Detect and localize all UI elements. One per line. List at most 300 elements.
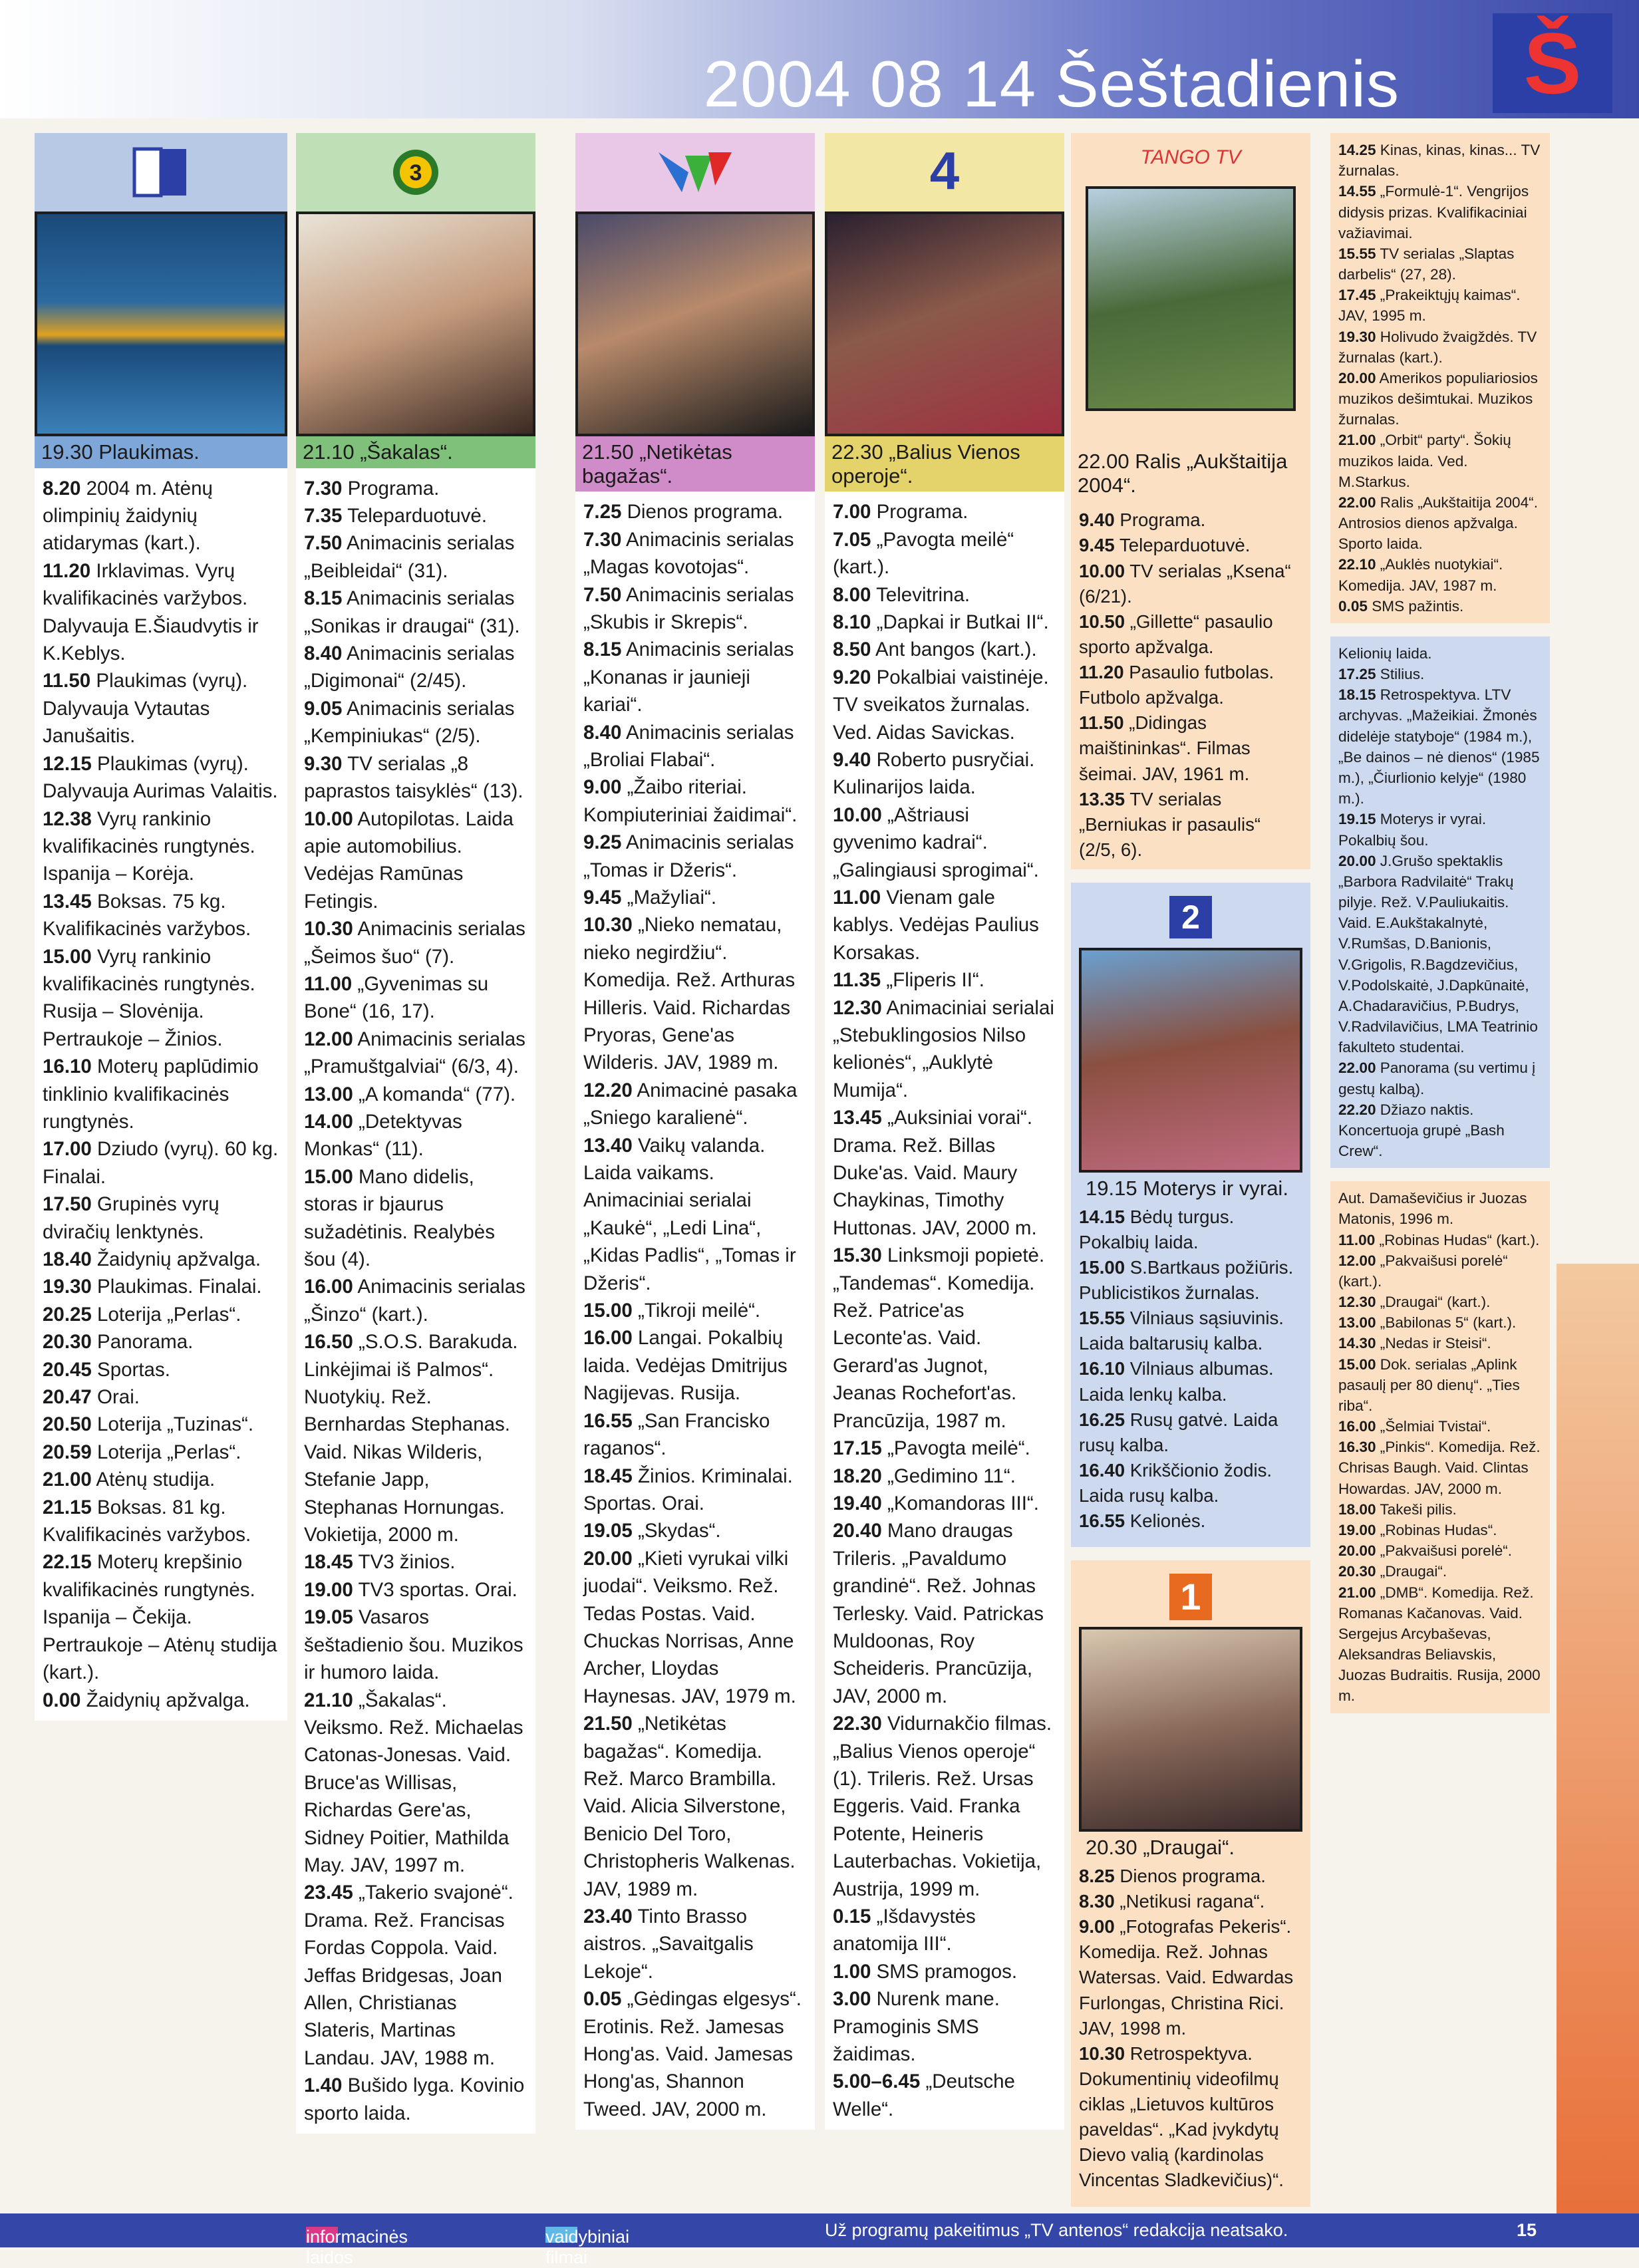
lnk-schedule (575, 492, 815, 2130)
schedule-time: 7.30 (583, 528, 622, 551)
schedule-title: Animacinis serialas „Sonikas ir draugai“ (31). (304, 587, 520, 637)
legend-info-label: informacinės laidos (306, 2227, 408, 2267)
schedule-time: 17.45 (1338, 287, 1376, 304)
schedule-title: Vasaros šeštadienio šou. Muzikos ir humoro laida. (304, 1606, 523, 1684)
schedule-title: „Prakeiktųjų kaimas“. JAV, 1995 m. (1338, 287, 1521, 325)
schedule-title: Žaidynių apžvalga. (86, 1689, 250, 1711)
schedule-title: Animacinis serialas „Konanas ir jaunieji kariai“. (583, 638, 794, 716)
schedule-item (1079, 1255, 1302, 1306)
schedule-item (43, 475, 279, 557)
schedule-title: Amerikos populiariosios muzikos dešimtukai. Muzikos žurnalas. (1338, 369, 1538, 428)
schedule-item (1338, 1230, 1542, 1250)
schedule-item (1338, 1540, 1542, 1561)
schedule-title: „Komandoras III“. (887, 1492, 1039, 1514)
schedule-item (583, 581, 807, 637)
schedule-item (43, 1411, 279, 1438)
schedule-item (304, 970, 527, 1026)
schedule-time: 20.00 (1338, 369, 1376, 386)
page-header (0, 0, 1639, 118)
schedule-title: Džiazo naktis. Koncertuoja grupė „Bash Crew“. (1338, 1101, 1505, 1160)
schedule-title: Vilniaus sąsiuvinis. Laida baltarusių kalba. (1079, 1308, 1284, 1354)
schedule-item (1079, 1864, 1302, 1889)
schedule-title: Aut. Damaševičius ir Juozas Matonis, 1996 m. (1338, 1190, 1527, 1228)
schedule-title: „Nieko nematau, nieko negirdžiu“. Komedija. Rež. Arthuras Hilleris. Vaid. Richardas Pryoras, Gene'as Wilderis. JAV, 1989 m. (583, 914, 796, 1074)
schedule-title: „Draugai“ (kart.). (1380, 1294, 1491, 1311)
schedule-title: „S.O.S. Barakuda. Linkėjimai iš Palmos“. Nuotykių. Rež. Bernhardas Stephanas. Vaid. Nikas Wilderis, Stefanie Japp, Stephanas Hornungas. Vokietija, 2000 m. (304, 1331, 518, 1546)
schedule-title: Animacinė pasaka „Sniego karalienė“. (583, 1079, 798, 1129)
schedule-title: „Tikroji meilė“. (638, 1300, 761, 1322)
schedule-title: Linksmoji popietė. „Tandemas“. Komedija. Rež. Patrice'as Leconte'as. Vaid. Gerard'as Jugnot, Jeanas Rochefort'as. Prancūzija, 1987 m. (833, 1244, 1045, 1432)
schedule-title: „DMB“. Komedija. Rež. Romanas Kačanovas. Vaid. Sergejus Arcybaševas, Aleksandras Beliavskis, Juozas Budraitis. Rusija, 2000 m. (1338, 1584, 1541, 1705)
schedule-time: 7.50 (583, 583, 622, 606)
schedule-time: 20.59 (43, 1441, 92, 1463)
schedule-item (1338, 1416, 1542, 1437)
schedule-item (304, 1879, 527, 2072)
schedule-title: SMS pramogos. (876, 1960, 1018, 1983)
schedule-time: 16.10 (1079, 1358, 1125, 1379)
schedule-title: TV serialas „Berniukas ir pasaulis“ (2/5, 6). (1079, 788, 1261, 860)
schedule-title: Pasaulio futbolas. Futbolo apžvalga. (1079, 662, 1274, 708)
schedule-time: 5.00–6.45 (833, 2070, 921, 2093)
schedule-title: Animacinis serialas „Šinzo“ (kart.). (304, 1276, 525, 1326)
schedule-title: „Takerio svajonė“. Drama. Rež. Francisas Fordas Coppola. Vaid. Jeffas Bridgesas, Joan Allen, Christianas Slateris, Martinas Landau. JAV, 1988 m. (304, 1882, 514, 2069)
schedule-time: 9.40 (1079, 509, 1115, 531)
schedule-time: 11.00 (304, 972, 353, 995)
schedule-title: „Fliperis II“. (886, 969, 984, 992)
schedule-time: 18.45 (304, 1551, 353, 1574)
schedule-item (43, 1383, 279, 1411)
photo-host (1079, 948, 1302, 1173)
schedule-time: 7.00 (833, 501, 871, 523)
schedule-item (43, 888, 279, 943)
schedule-time: 19.30 (43, 1276, 92, 1298)
schedule-item (583, 1985, 807, 2123)
schedule-item (833, 2068, 1056, 2123)
lnk-logo-icon (652, 146, 738, 199)
schedule-item (304, 1026, 527, 1081)
schedule-item (833, 801, 1056, 884)
schedule-time: 7.30 (304, 477, 343, 499)
schedule-title: „Netikėtas bagažas“. Komedija. Rež. Marco Brambilla. Vaid. Alicia Silverstone, Benicio Del Toro, Christopheris Walkenas. JAV, 1989 m. (583, 1713, 796, 1900)
page-date: 2004 08 14 Šeštadienis (703, 47, 1400, 120)
schedule-title: „Robinas Hudas“. (1380, 1522, 1497, 1538)
schedule-title: Dienos programa. (627, 501, 784, 523)
schedule-title: Teleparduotuvė. (347, 505, 488, 527)
schedule-item (583, 1077, 807, 1132)
schedule-title: Žaidynių apžvalga. (97, 1248, 261, 1271)
schedule-time: 14.15 (1079, 1206, 1125, 1227)
schedule-title: Žinios. Kriminalai. Sportas. Orai. (583, 1465, 793, 1514)
schedule-title: Animacinis serialas „Pramuštgalviai“ (6/3, 4). (304, 1028, 525, 1078)
schedule-item (1338, 664, 1542, 684)
schedule-item (304, 915, 527, 970)
schedule-item (833, 1435, 1056, 1462)
schedule-title: TV serialas „8 paprastos taisyklės“ (13). (304, 752, 523, 803)
schedule-title: Mano didelis, storas ir bjaurus sužadėtinis. Realybės šou (4). (304, 1165, 495, 1271)
schedule-title: 2004 m. Atėnų olimpinių žaidynių atidarymas (kart.). (43, 477, 213, 555)
schedule-time: 22.30 (833, 1713, 882, 1735)
schedule-item (1338, 1292, 1542, 1312)
schedule-title: „Pakvaišusi porelė“. (1380, 1542, 1513, 1560)
schedule-title: Plaukimas (vyrų). Dalyvauja Vytautas Janušaitis. (43, 670, 248, 748)
ltv2-box (1071, 883, 1310, 1547)
channel-column-tango (1071, 133, 1310, 2207)
schedule-item (583, 1710, 807, 1903)
schedule-item (833, 1958, 1056, 1985)
schedule-title: „Gyvenimas su Bone“ (16, 17). (304, 972, 489, 1023)
schedule-time: 9.00 (1079, 1916, 1115, 1937)
schedule-title: Loterija „Perlas“. (97, 1303, 241, 1326)
schedule-time: 8.20 (43, 477, 81, 499)
schedule-time: 9.45 (583, 886, 622, 909)
schedule-item (43, 1301, 279, 1328)
schedule-title: Kinas, kinas, kinas... TV žurnalas. (1338, 142, 1541, 180)
schedule-title: Animacinis serialas „Kempiniukas“ (2/5). (304, 697, 515, 748)
schedule-item (1338, 140, 1542, 181)
schedule-title: Moterų paplūdimio tinklinio kvalifikacinės rungtynės. (43, 1056, 259, 1133)
schedule-item (43, 1687, 279, 1714)
schedule-time: 8.15 (583, 638, 622, 661)
schedule-time: 19.05 (583, 1520, 633, 1542)
schedule-title: „Aštriausi gyvenimo kadrai“. „Galingiausi sprogimai“. (833, 803, 1039, 881)
schedule-item (1338, 243, 1542, 285)
schedule-time: 0.05 (583, 1988, 622, 2011)
channel-column-tv4 (825, 133, 1064, 2130)
schedule-item (1338, 851, 1542, 1058)
schedule-title: „Skydas“. (638, 1520, 721, 1542)
schedule-item (1338, 1099, 1542, 1162)
schedule-time: 14.25 (1338, 142, 1376, 158)
schedule-time: 18.15 (1338, 686, 1376, 704)
schedule-time: 12.00 (1338, 1252, 1376, 1269)
schedule-item (304, 1273, 527, 1328)
schedule-title: Animacinis serialas „Tomas ir Džeris“. (583, 831, 794, 881)
schedule-item (583, 1545, 807, 1710)
schedule-time: 10.30 (304, 918, 353, 940)
schedule-time: 17.50 (43, 1193, 92, 1216)
schedule-item (304, 1548, 527, 1576)
tango-caption: 22.00 Ralis „Aukštaitija 2004“. (1071, 446, 1310, 501)
schedule-time: 19.00 (1338, 1522, 1376, 1538)
schedule-item (833, 526, 1056, 581)
schedule-title: Stilius. (1380, 666, 1425, 683)
schedule-item (1338, 492, 1542, 555)
schedule-title: „Formulė-1“. Vengrijos didysis prizas. Kvalifikaciniai važiavimai. (1338, 183, 1529, 241)
schedule-item (43, 1466, 279, 1493)
schedule-title: Kelionių laida. (1338, 644, 1432, 662)
schedule-title: Animacinis serialas „Beibleidai“ (31). (304, 532, 515, 582)
schedule-title: TV3 sportas. Orai. (358, 1578, 518, 1601)
schedule-time: 16.00 (304, 1276, 353, 1298)
schedule-item (833, 1104, 1056, 1242)
schedule-title: Takeši pilis. (1380, 1500, 1457, 1518)
schedule-time: 7.05 (833, 528, 871, 551)
schedule-title: Programa. (1119, 509, 1206, 531)
schedule-time: 0.15 (833, 1906, 871, 1927)
tv4-logo (825, 133, 1064, 212)
schedule-title: Boksas. 75 kg. Kvalifikacinės varžybos. (43, 890, 251, 940)
schedule-time: 20.00 (1338, 852, 1376, 869)
schedule-title: Vyrų rankinio kvalifikacinės rungtynės. Rusija – Slovėnija. Pertraukoje – Žinios. (43, 945, 255, 1050)
schedule-title: Teleparduotuvė. (1119, 535, 1251, 556)
lnk-caption: 21.50 „Netikėtas bagažas“. (575, 436, 815, 492)
schedule-title: „Šakalas“. Veiksmo. Rež. Michaelas Catonas-Jonesas. Vaid. Bruce'as Willisas, Richardas Gere'as, Sidney Poitier, Mathilda May. JAV, 1997 m. (304, 1689, 523, 1876)
schedule-time: 10.30 (583, 914, 633, 936)
schedule-item (43, 1328, 279, 1355)
schedule-item (833, 1463, 1056, 1490)
schedule-time: 8.30 (1079, 1891, 1115, 1912)
schedule-item (583, 911, 807, 1076)
schedule-title: „Mažyliai“. (627, 886, 717, 909)
schedule-title: Animacinis serialas „Skubis ir Skrepis“. (583, 583, 794, 633)
schedule-title: Vaikų valanda. Laida vaikams. Animaciniai serialai „Kaukė“, „Ledi Lina“, „Kidas Padlis“, „Tomas ir Džeris“. (583, 1134, 796, 1294)
schedule-item (1338, 1354, 1542, 1417)
schedule-item (1079, 1458, 1302, 1508)
schedule-item (833, 1710, 1056, 1903)
schedule-title: TV serialas „Slaptas darbelis“ (27, 28). (1338, 245, 1515, 283)
schedule-time: 22.10 (1338, 556, 1376, 573)
schedule-item (583, 636, 807, 718)
schedule-time: 7.35 (304, 505, 343, 527)
schedule-time: 23.45 (304, 1882, 353, 1904)
schedule-title: Atėnų studija. (96, 1469, 216, 1491)
schedule-time: 9.25 (583, 831, 622, 854)
schedule-item (1338, 1561, 1542, 1582)
schedule-title: Tinto Brasso aistros. „Savaitgalis Lekoje“. (583, 1906, 754, 1983)
schedule-title: „Žaibo riteriai. Kompiuteriniai žaidimai“. (583, 776, 798, 826)
schedule-time: 9.30 (304, 752, 343, 775)
schedule-title: Animaciniai serialai „Stebuklingosios Nilso kelionės“, „Auklytė Mumija“. (833, 996, 1054, 1101)
schedule-title: Retrospektyva. LTV archyvas. „Mažeikiai. Žmonės didelėje statyboje“ (1984 m.), „Be dainos – nė dienos“ (1985 m.), „Čiurlionio kelyje“ (1980 m.). (1338, 686, 1540, 807)
schedule-time: 8.25 (1079, 1865, 1115, 1886)
schedule-item (833, 581, 1056, 609)
schedule-item (833, 994, 1056, 1105)
schedule-item (583, 1297, 807, 1324)
schedule-title: Autopilotas. Laida apie automobilius. Vedėjas Ramūnas Fetingis. (304, 807, 514, 913)
schedule-time: 0.00 (43, 1689, 81, 1711)
schedule-time: 8.10 (833, 611, 871, 633)
btv-schedule (1079, 1864, 1302, 2194)
schedule-item (43, 557, 279, 668)
schedule-time: 18.45 (583, 1465, 633, 1487)
schedule-title: Televitrina. (876, 583, 970, 606)
schedule-item (1079, 710, 1302, 786)
schedule-time: 1.40 (304, 2074, 343, 2097)
schedule-title: „Robinas Hudas“ (kart.). (1379, 1231, 1540, 1248)
schedule-item (583, 774, 807, 829)
schedule-title: Mano draugas Trileris. „Pavaldumo grandinė“. Rež. Johnas Terlesky. Vaid. Patrickas Muldoonas, Roy Scheideris. Prancūzija, JAV, 2000 m. (833, 1520, 1044, 1707)
schedule-title: „Gėdingas elgesys“. Erotinis. Rež. Jamesas Hong'as. Vaid. Jamesas Hong'as, Shannon Tweed. JAV, 2000 m. (583, 1988, 802, 2120)
schedule-title: „Deutsche Welle“. (833, 2070, 1015, 2120)
schedule-item (583, 719, 807, 774)
schedule-title: „Pinkis“. Komedija. Rež. Chrisas Baugh. Vaid. Clintas Howardas. JAV, 2000 m. (1338, 1439, 1541, 1497)
schedule-time: 23.40 (583, 1906, 633, 1927)
edge-decoration (1557, 1264, 1639, 2213)
legend-film-label: vaidybiniai filmai (545, 2227, 630, 2267)
schedule-item (583, 1407, 807, 1463)
schedule-time: 16.50 (304, 1331, 353, 1353)
schedule-time: 8.15 (304, 587, 343, 610)
schedule-title: Nurenk mane. Pramoginis SMS žaidimas. (833, 1988, 1000, 2066)
schedule-title: Grupinės vyrų dviračių lenktynės. (43, 1193, 220, 1243)
schedule-item (583, 829, 807, 884)
schedule-title: Animacinis serialas „Magas kovotojas“. (583, 528, 794, 579)
btv-caption: 20.30 „Draugai“. (1086, 1836, 1235, 1860)
schedule-title: Animacinis serialas „Digimonai“ (2/45). (304, 642, 515, 692)
schedule-item (43, 1548, 279, 1686)
schedule-time: 20.45 (43, 1358, 92, 1381)
schedule-item (1079, 559, 1302, 609)
schedule-title: Vilniaus albumas. Laida lenkų kalba. (1079, 1358, 1274, 1405)
schedule-item (1338, 684, 1542, 809)
schedule-time: 15.30 (833, 1244, 882, 1267)
schedule-time: 22.15 (43, 1551, 92, 1574)
schedule-time: 15.00 (1079, 1256, 1125, 1278)
schedule-title: Animacinis serialas „Šeimos šuo“ (7). (304, 918, 525, 968)
schedule-item (43, 1053, 279, 1135)
schedule-item (1338, 1188, 1542, 1229)
schedule-time: 3.00 (833, 1988, 871, 2011)
schedule-time: 17.15 (833, 1437, 882, 1460)
schedule-item (1079, 1407, 1302, 1458)
schedule-item (1079, 1356, 1302, 1407)
schedule-time: 15.55 (1079, 1308, 1125, 1329)
schedule-time: 22.00 (1338, 494, 1376, 511)
schedule-time: 10.30 (1079, 2043, 1125, 2064)
schedule-title: Dziudo (vyrų). 60 kg. Finalai. (43, 1138, 279, 1188)
schedule-title: Loterija „Perlas“. (97, 1441, 241, 1463)
schedule-item (304, 585, 527, 640)
schedule-time: 16.10 (43, 1056, 92, 1078)
schedule-time: 9.05 (304, 697, 343, 720)
schedule-time: 13.00 (304, 1083, 353, 1105)
tango-box (1071, 133, 1310, 446)
schedule-time: 13.45 (43, 890, 92, 913)
schedule-item (1079, 1306, 1302, 1356)
schedule-item (1079, 1914, 1302, 2041)
schedule-item (43, 805, 279, 888)
schedule-time: 20.50 (43, 1413, 92, 1436)
lrt-logo-icon (121, 142, 201, 202)
schedule-item (833, 498, 1056, 525)
schedule-title: Ant bangos (kart.). (875, 638, 1037, 661)
schedule-title: Holivudo žvaigždės. TV žurnalas (kart.). (1338, 328, 1537, 366)
schedule-item (1338, 1582, 1542, 1707)
schedule-time: 12.00 (304, 1028, 353, 1050)
schedule-item (43, 1135, 279, 1191)
schedule-time: 15.00 (583, 1300, 633, 1322)
schedule-time: 14.00 (304, 1110, 353, 1133)
schedule-title: Boksas. 81 kg. Kvalifikacinės varžybos. (43, 1496, 251, 1546)
schedule-item (304, 529, 527, 585)
schedule-time: 16.30 (1338, 1439, 1376, 1456)
schedule-item (1079, 609, 1302, 660)
schedule-time: 11.50 (43, 670, 91, 692)
schedule-time: 20.25 (43, 1303, 92, 1326)
schedule-time: 11.50 (1079, 712, 1124, 734)
schedule-title: TV serialas „Ksena“ (6/21). (1079, 560, 1291, 607)
schedule-time: 16.55 (1079, 1510, 1125, 1532)
schedule-item (43, 1356, 279, 1383)
schedule-item (1079, 787, 1302, 863)
schedule-item (1338, 1437, 1542, 1499)
tv3-logo-icon (389, 146, 442, 199)
schedule-title: „Draugai“. (1380, 1563, 1447, 1580)
schedule-time: 19.15 (1338, 811, 1376, 828)
schedule-time: 11.20 (43, 559, 91, 582)
channel-column-lrt (35, 133, 287, 1721)
btv-box (1071, 1560, 1310, 2206)
schedule-time: 8.40 (304, 642, 343, 665)
tango-logo: TANGO TV (1140, 146, 1241, 168)
schedule-item (304, 502, 527, 529)
schedule-time: 21.15 (43, 1496, 92, 1518)
schedule-item (1338, 643, 1542, 664)
schedule-item (1338, 596, 1542, 617)
schedule-title: Vienam gale kablys. Vedėjas Paulius Korsakas. (833, 886, 1039, 964)
lnk-logo (575, 133, 815, 212)
svg-text:3: 3 (409, 160, 422, 186)
schedule-time: 21.00 (43, 1469, 92, 1491)
schedule-time: 12.15 (43, 752, 92, 775)
schedule-item (43, 750, 279, 805)
btv-logo: 1 (1169, 1574, 1212, 1620)
schedule-item (1079, 660, 1302, 710)
schedule-item (304, 1163, 527, 1274)
schedule-title: „Dapkai ir Butkai II“. (876, 611, 1049, 633)
schedule-title: Kelionės. (1129, 1510, 1206, 1532)
schedule-item (43, 1494, 279, 1549)
schedule-title: „Pavogta meilė“. (887, 1437, 1030, 1460)
schedule-title: Moterų krepšinio kvalifikacinės rungtynės. Ispanija – Čekija. Pertraukoje – Atėnų studija (kart.). (43, 1551, 277, 1684)
schedule-time: 16.40 (1079, 1459, 1125, 1481)
channel-column-lnk (575, 133, 815, 2130)
schedule-time: 18.20 (833, 1465, 882, 1487)
schedule-item (304, 1108, 527, 1163)
tango-schedule-cont (1330, 133, 1550, 623)
schedule-title: „Pakvaišusi porelė“ (kart.). (1338, 1252, 1508, 1290)
schedule-title: „Didingas maištininkas“. Filmas šeimai. JAV, 1961 m. (1079, 712, 1251, 784)
schedule-item (583, 498, 807, 525)
channel-column-right (1330, 133, 1550, 1713)
schedule-title: Krikščionio žodis. Laida rusų kalba. (1079, 1459, 1272, 1506)
schedule-title: „Netikusi ragana“. (1119, 1891, 1265, 1912)
schedule-item (304, 805, 527, 916)
schedule-item (43, 1246, 279, 1273)
schedule-title: Panorama. (97, 1331, 194, 1353)
schedule-title: „A komanda“ (77). (359, 1083, 516, 1105)
schedule-title: Animacinis serialas „Broliai Flabai“. (583, 721, 794, 771)
schedule-item (1338, 181, 1542, 243)
schedule-time: 0.05 (1338, 597, 1368, 615)
schedule-time: 16.55 (583, 1409, 633, 1432)
schedule-title: Bušido lyga. Kovinio sporto laida. (304, 2074, 525, 2124)
schedule-title: Roberto pusryčiai. Kulinarijos laida. (833, 748, 1035, 799)
schedule-time: 8.40 (583, 721, 622, 744)
schedule-item (1079, 2041, 1302, 2194)
schedule-title: „Auklės nuotykiai“. Komedija. JAV, 1987 m. (1338, 556, 1503, 594)
schedule-time: 20.30 (1338, 1563, 1376, 1580)
tv4-schedule (825, 492, 1064, 2130)
ltv2-schedule-cont (1330, 637, 1550, 1168)
schedule-title: „Gedimino 11“. (887, 1465, 1016, 1487)
ltv2-logo: 2 (1169, 896, 1212, 938)
schedule-title: „Pavogta meilė“ (kart.). (833, 528, 1014, 579)
ltv2-schedule (1079, 1205, 1302, 1534)
schedule-time: 9.00 (583, 776, 622, 799)
schedule-item (1338, 368, 1542, 430)
schedule-item (833, 966, 1056, 994)
